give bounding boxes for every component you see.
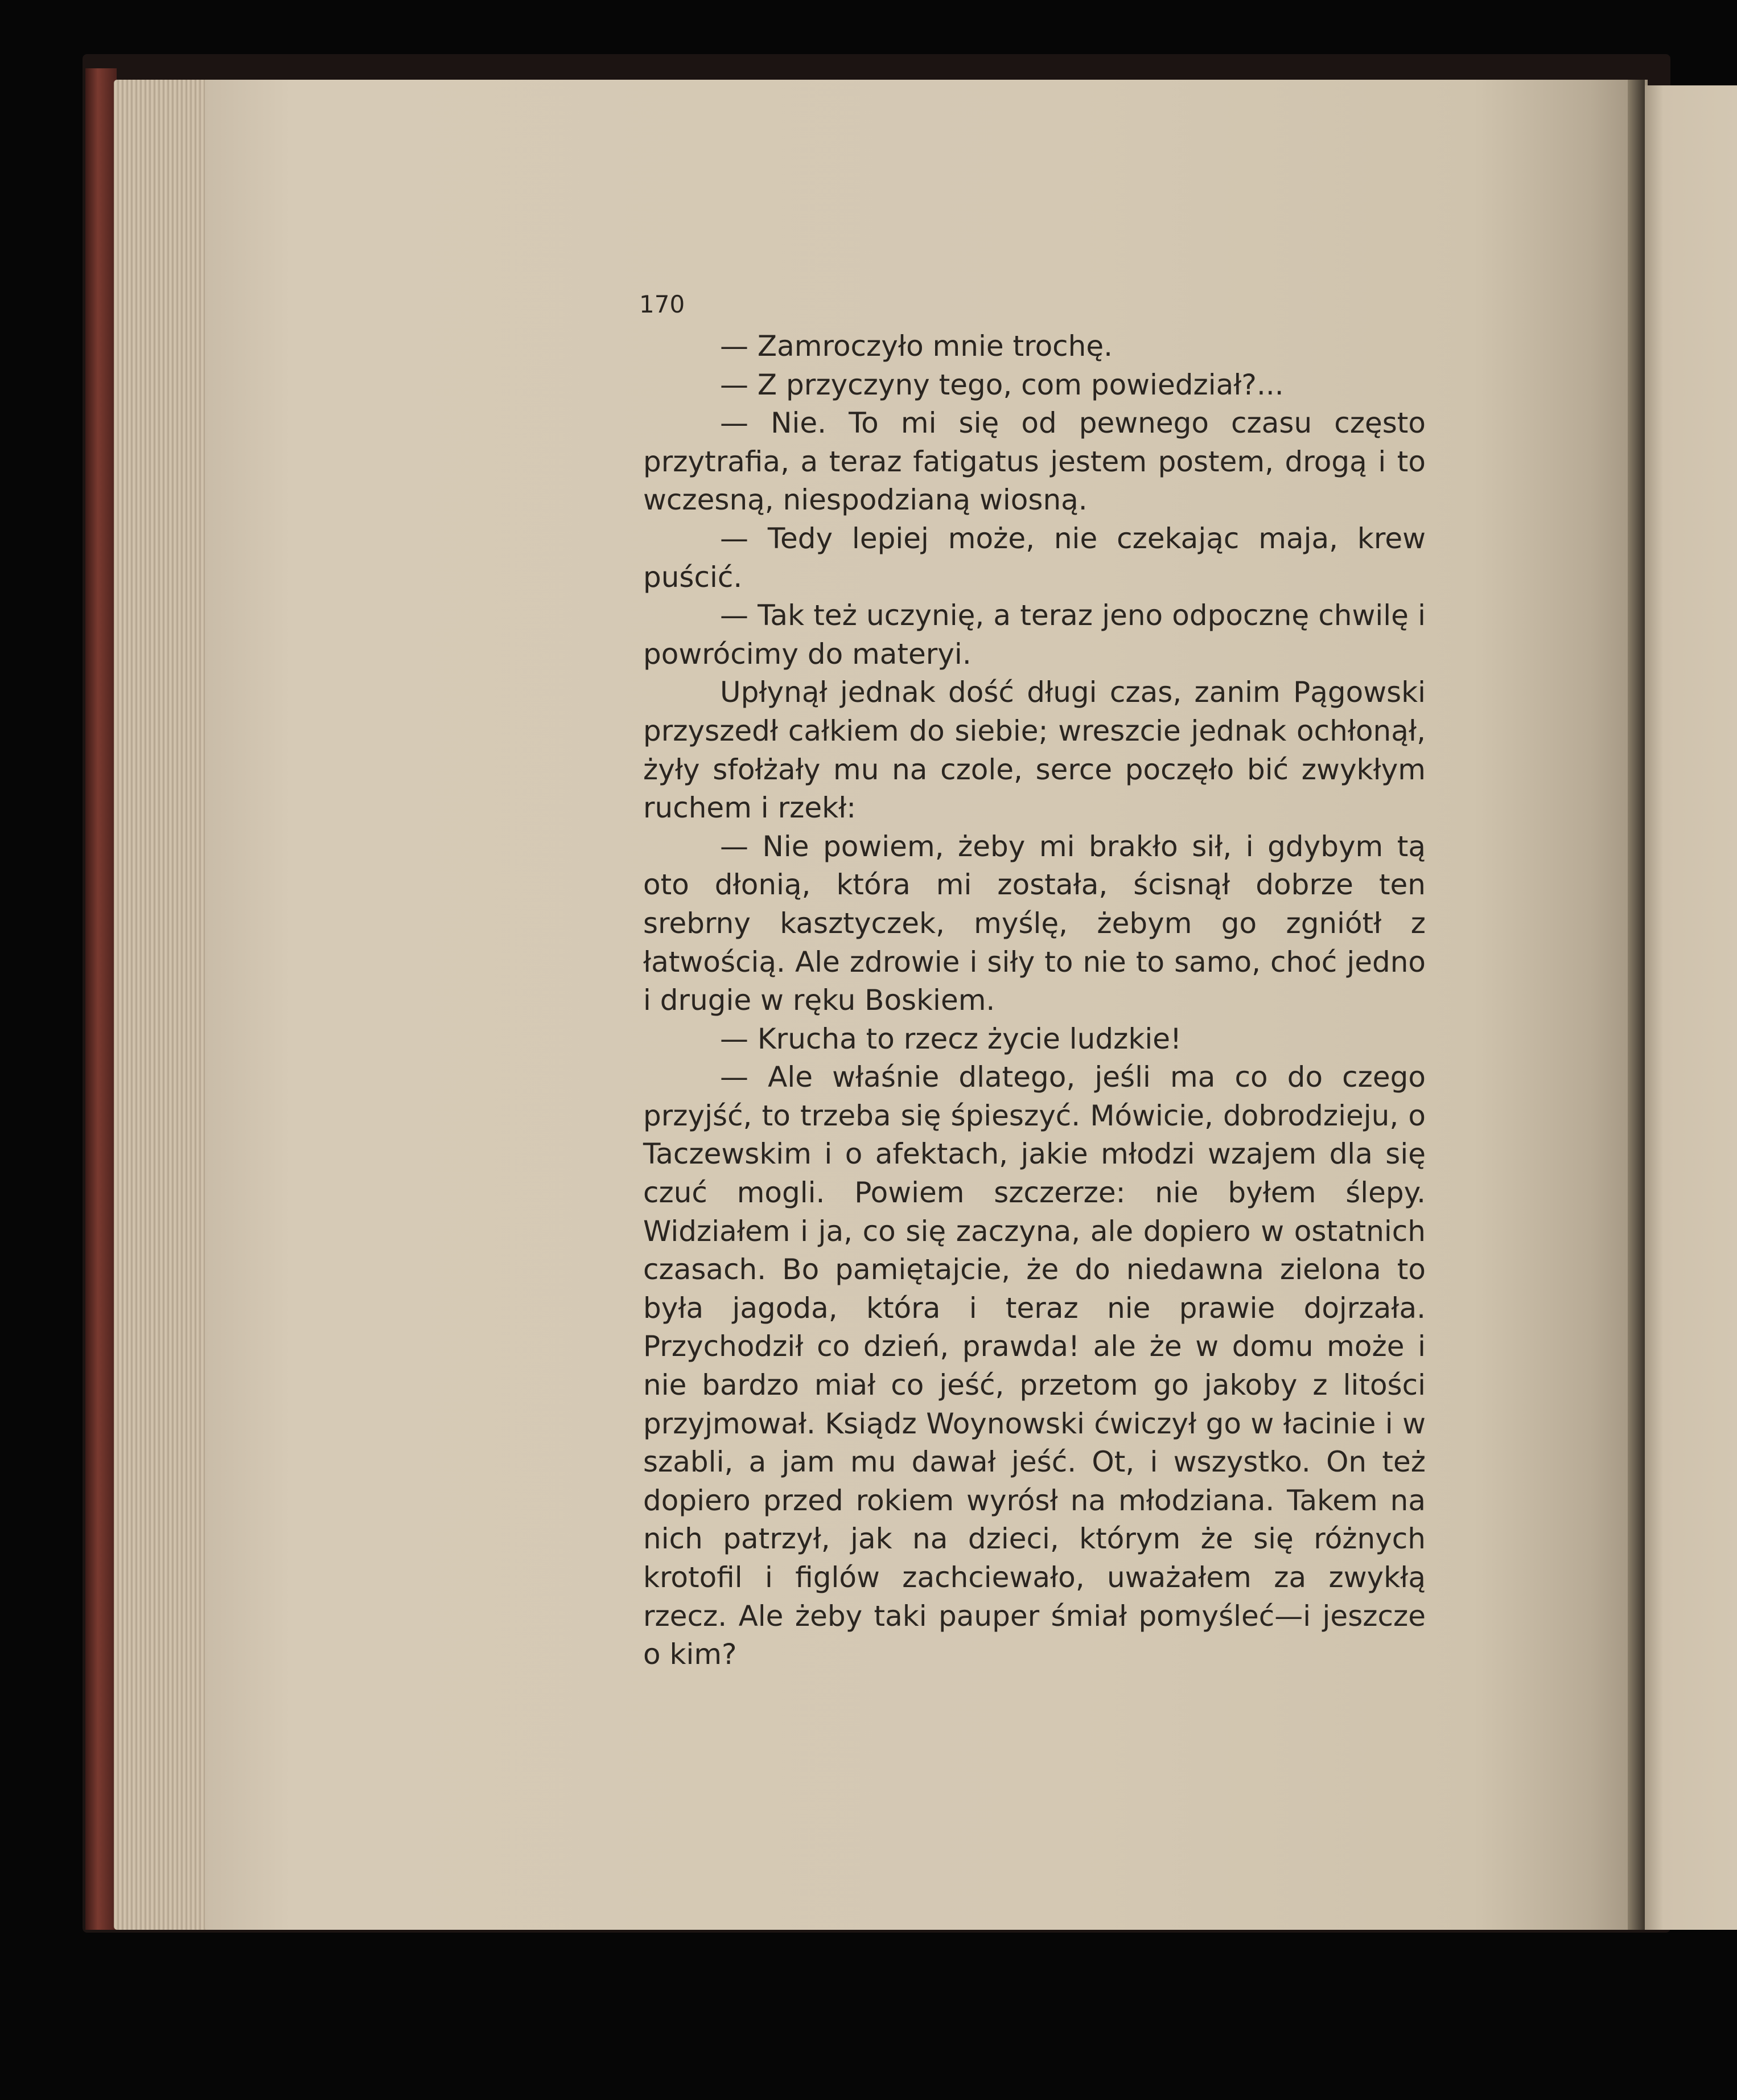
paragraph: — Nie powiem, żeby mi brakło sił, i gdybym tą oto dłonią, która mi została, ścisnął dobrze ten srebrny kasztyczek, myślę, żebym go zgniótł z łatwością. Ale zdrowie i siły to nie to samo, choć jedno i drugie w ręku Boskiem. bbox=[643, 829, 1426, 1017]
book-spine-edge bbox=[85, 68, 117, 1930]
paragraph: Upłynął jednak dość długi czas, zanim Pągowski przyszedł całkiem do siebie; wreszcie jednak ochłonął, żyły sfołżały mu na czole, serce poczęło bić zwykłym ruchem i rzekł: bbox=[643, 676, 1426, 825]
paragraph: — Tedy lepiej może, nie czekając maja, krew puścić. bbox=[643, 521, 1426, 594]
page-number: 170 bbox=[639, 290, 685, 318]
paragraph: — Tak też uczynię, a teraz jeno odpocznę chwilę i powrócimy do materyi. bbox=[643, 599, 1426, 671]
paragraph: — Z przyczyny tego, com powiedział?... bbox=[720, 368, 1284, 401]
page-text bbox=[643, 327, 1426, 1674]
book-gutter bbox=[1628, 80, 1645, 1930]
paragraph: — Ale właśnie dlatego, jeśli ma co do czego przyjść, to trzeba się śpieszyć. Mówicie, dobrodzieju, o Taczewskim i o afektach, jakie młodzi wzajem dla się czuć mogli. Powiem szczerze: nie byłem ślepy. Widziałem i ja, co się zaczyna, ale dopiero w ostatnich czasach. Bo pamiętajcie, że do niedawna zielona to była jagoda, która i teraz nie prawie dojrzała. Przychodził co dzień, prawda! ale że w domu może i nie bardzo miał co jeść, przetom go jakoby z litości przyjmował. Ksiądz Woynowski ćwiczył go w łacinie i w szabli, a jam mu dawał jeść. Ot, i wszystko. On też dopiero przed rokiem wyrósł na młodziana. Takem na nich patrzył, jak na dzieci, którym że się różnych krotofil i figlów zachciewało, uważałem za zwykłą rzecz. Ale żeby taki pauper śmiał pomyśleć—i jeszcze o kim? bbox=[643, 1061, 1426, 1671]
right-page bbox=[1645, 85, 1737, 1930]
paragraph: — Zamroczyło mnie trochę. bbox=[720, 330, 1113, 363]
paragraph: — Krucha to rzecz życie ludzkie! bbox=[720, 1022, 1182, 1055]
paragraph: — Nie. To mi się od pewnego czasu często przytrafia, a teraz fatigatus jestem postem, drogą i to wczesną, niespodzianą wiosną. bbox=[643, 406, 1426, 517]
